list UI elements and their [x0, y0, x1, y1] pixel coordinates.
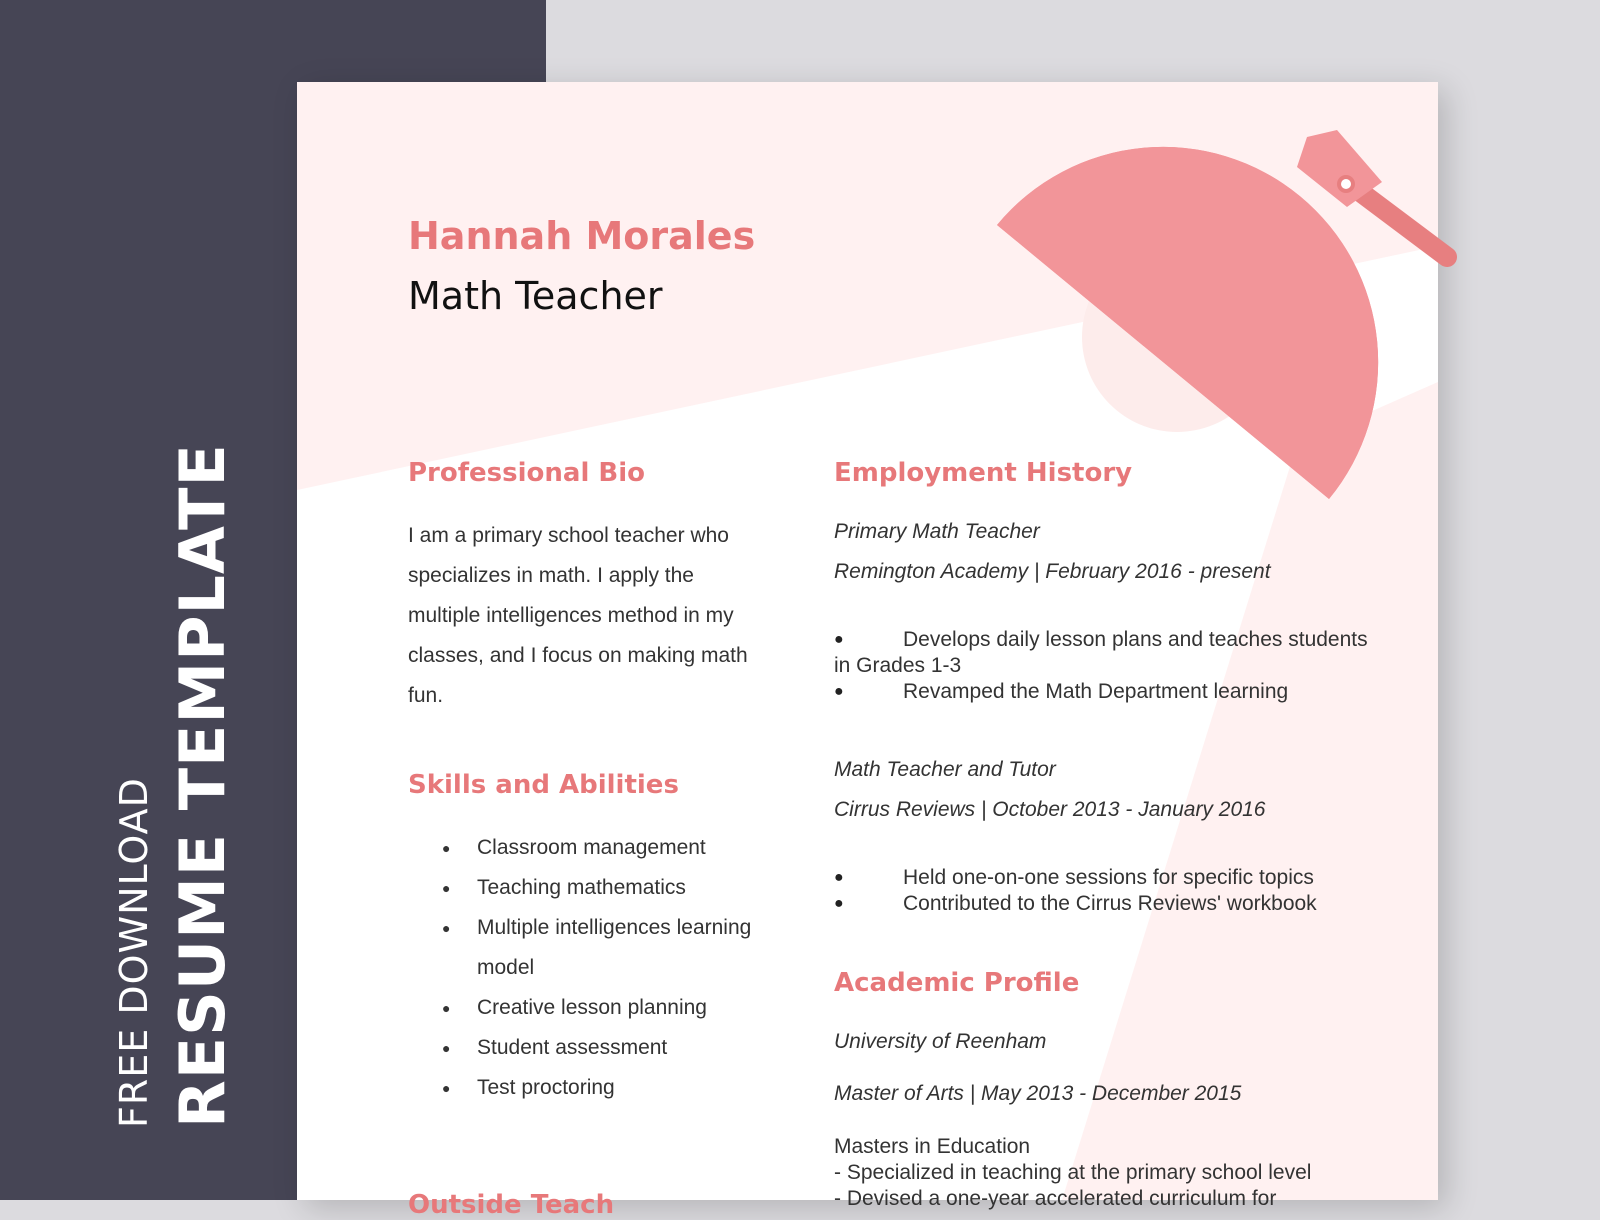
skills-list: [408, 828, 768, 1108]
skill-item: ● Test proctoring: [408, 1068, 768, 1108]
bio-text: I am a primary school teacher who specializes in math. I apply the multiple intelligences method in my classes, and I focus on making math fun.: [408, 524, 748, 707]
skill-item: ● Student assessment: [408, 1028, 768, 1068]
job-bullet: ● Contributed to the Cirrus Reviews' workbook: [834, 891, 1374, 917]
resume-page: [297, 82, 1438, 1220]
skill-item: ● Classroom management: [408, 828, 768, 868]
skill-item: ● Teaching mathematics: [408, 868, 768, 908]
academic-detail: - Specialized in teaching at the primary school level: [834, 1161, 1312, 1184]
light-beam: [1062, 382, 1438, 1200]
job-title: Primary Math Teacher: [834, 520, 1040, 543]
job-meta: Remington Academy | February 2016 - present: [834, 560, 1271, 583]
academic-heading: Academic Profile: [834, 968, 1080, 998]
job-bullet: ● Revamped the Math Department learning: [834, 679, 1374, 705]
job-bullet: ● Held one-on-one sessions for specific topics: [834, 865, 1374, 891]
skill-item: ● Creative lesson planning: [408, 988, 768, 1028]
degree-meta: Master of Arts | May 2013 - December 2015: [834, 1082, 1242, 1105]
academic-detail: - Devised a one-year accelerated curriculum for: [834, 1187, 1277, 1210]
lamp-pivot-center: [1341, 179, 1351, 189]
bio-heading: Professional Bio: [408, 458, 646, 488]
job-bullets: [834, 627, 1374, 705]
employment-heading: Employment History: [834, 458, 1133, 488]
banner-resume-template: RESUME TEMPLATE: [166, 443, 239, 1128]
job-bullets: [834, 865, 1374, 917]
program-name: Masters in Education: [834, 1135, 1031, 1158]
candidate-name: Hannah Morales: [408, 214, 756, 258]
vertical-banner: [112, 0, 292, 1128]
outside-teaching-heading: Outside Teach: [408, 1190, 615, 1220]
job-bullet: ● Develops daily lesson plans and teaches students in Grades 1-3: [834, 627, 1374, 679]
skills-heading: Skills and Abilities: [408, 770, 679, 800]
skill-item: ● Multiple intelligences learning model: [408, 908, 768, 988]
job-meta: Cirrus Reviews | October 2013 - January 2016: [834, 798, 1266, 821]
job-title: Math Teacher and Tutor: [834, 758, 1056, 781]
candidate-role: Math Teacher: [408, 274, 663, 318]
school-name: University of Reenham: [834, 1030, 1047, 1053]
banner-free-download: FREE DOWNLOAD: [112, 777, 156, 1128]
